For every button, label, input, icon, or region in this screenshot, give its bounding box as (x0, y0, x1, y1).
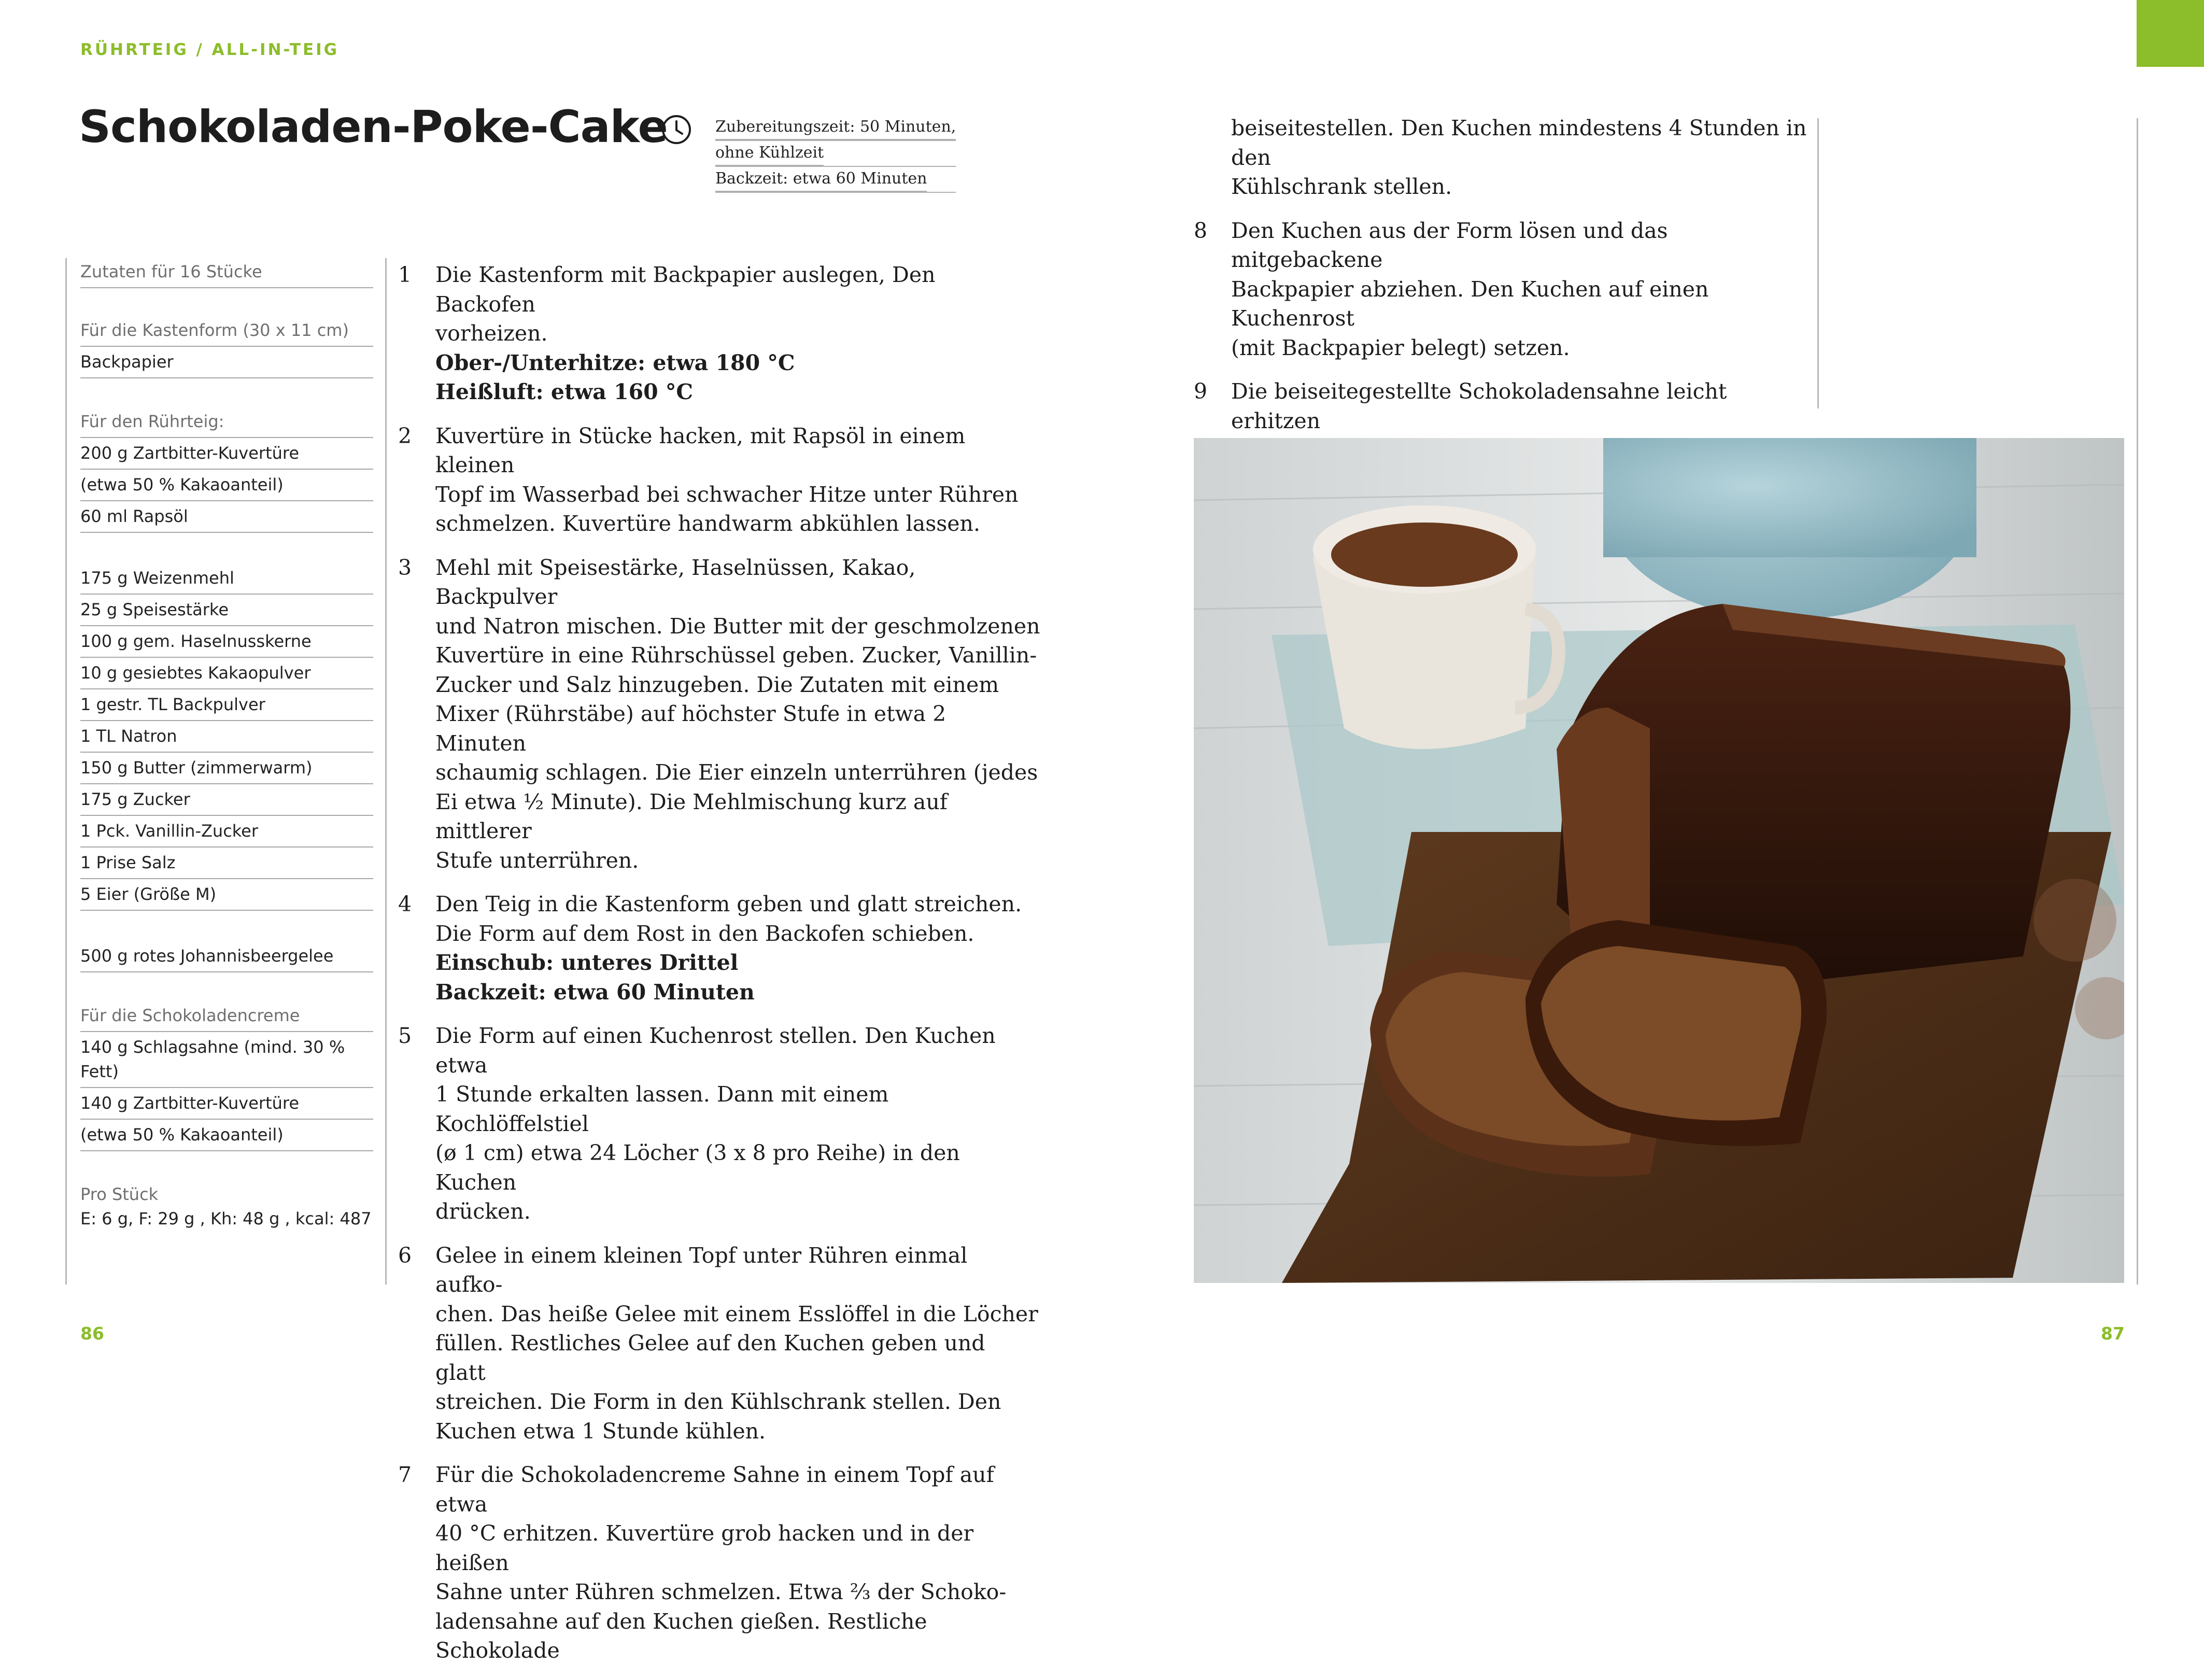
step-text-line: 40 °C erhitzen. Kuvertüre grob hacken und in der heißen (435, 1521, 974, 1575)
step-text-line: Backpapier abziehen. Den Kuchen auf einen Kuchenrost (1231, 276, 1709, 331)
step-text-line: Kühlschrank stellen. (1231, 174, 1452, 199)
recipe-step (1194, 216, 1816, 363)
step-text-line: Zucker und Salz hinzugeben. Die Zutaten mit einem (435, 672, 999, 697)
step-number: 9 (1194, 379, 1208, 404)
step-text-line: 1 Stunde erkalten lassen. Dann mit einem Kochlöffelstiel (435, 1082, 889, 1136)
step-text-line: ladensahne auf den Kuchen gießen. Restliche Schokolade (435, 1608, 927, 1663)
step-setting: Heißluft: etwa 160 °C (435, 379, 694, 404)
left-margin-rule (65, 258, 67, 1284)
ingredient-item: Backpapier (80, 347, 373, 378)
recipe-step (398, 553, 1041, 876)
step-text-line: Kuchen etwa 1 Stunde kühlen. (435, 1418, 766, 1444)
recipe-title: Schokoladen-Poke-Cake (79, 101, 668, 153)
step-text-line: Die Form auf einen Kuchenrost stellen. Den Kuchen etwa (435, 1023, 996, 1078)
steps-column-left (398, 260, 1041, 1680)
step-text-line: chen. Das heiße Gelee mit einem Esslöffel in die Löcher (435, 1301, 1038, 1326)
ingredient-item: 1 Prise Salz (80, 848, 373, 879)
ingredient-item: 140 g Zartbitter-Kuvertüre (80, 1088, 373, 1120)
ingredient-item: 5 Eier (Größe M) (80, 879, 373, 911)
ingredient-item: 500 g rotes Johannisbeergelee (80, 941, 373, 972)
cake-photo (1194, 438, 2124, 1283)
step-text-line: Die Kastenform mit Backpapier auslegen, Den Backofen (435, 262, 936, 317)
ingredient-item: (etwa 50 % Kakaoanteil) (80, 1120, 373, 1151)
ingredient-item: 1 Pck. Vanillin-Zucker (80, 816, 373, 848)
step-text-line: Den Teig in die Kastenform geben und glatt streichen. (435, 892, 1022, 916)
chapter-tab (2137, 0, 2204, 67)
step-text-line: Kuvertüre in eine Rührschüssel geben. Zucker, Vanillin- (435, 643, 1037, 668)
ingredient-item: 1 TL Natron (80, 721, 373, 753)
recipe-step (1194, 114, 1816, 202)
ingredient-list (80, 257, 373, 1234)
cream-heading: Für die Schokoladencreme (80, 1000, 373, 1032)
step-number: 5 (398, 1023, 412, 1048)
ingredient-item: 25 g Speisestärke (80, 595, 373, 626)
step-setting: Backzeit: etwa 60 Minuten (435, 979, 755, 1005)
step-text-line: Sahne unter Rühren schmelzen. Etwa ⅔ der Schoko- (435, 1579, 1007, 1604)
page-number-right: 87 (2101, 1323, 2125, 1344)
step-text-line: vorheizen. (435, 321, 548, 346)
ingredient-item: 150 g Butter (zimmerwarm) (80, 753, 373, 784)
step-text-line: streichen. Die Form in den Kühlschrank stellen. Den (435, 1389, 1001, 1414)
ingredient-item: 1 gestr. TL Backpulver (80, 689, 373, 721)
step-text-line: Mixer (Rührstäbe) auf höchster Stufe in etwa 2 Minuten (435, 701, 946, 756)
ingredient-item: 200 g Zartbitter-Kuvertüre (80, 438, 373, 470)
step-text-line: und Natron mischen. Die Butter mit der geschmolzenen (435, 613, 1040, 639)
step-text-line: Den Kuchen aus der Form lösen und das mitgebackene (1231, 218, 1668, 272)
recipe-step (398, 1021, 1041, 1226)
nutrition-heading: Pro Stück (80, 1184, 159, 1204)
step-text-line: Ei etwa ½ Minute). Die Mehlmischung kurz auf mittlerer (435, 789, 948, 843)
ingredient-item: 60 ml Rapsöl (80, 501, 373, 533)
step-number: 8 (1194, 218, 1208, 243)
step-setting: Einschub: unteres Drittel (435, 950, 739, 975)
step-number: 7 (398, 1462, 412, 1487)
step-text-line: Gelee in einem kleinen Topf unter Rühren einmal aufko- (435, 1243, 968, 1297)
step-text-line: Stufe unterrühren. (435, 848, 639, 873)
step-text-line: beiseitestellen. Den Kuchen mindestens 4 Stunden in den (1231, 116, 1807, 170)
page-number-left: 86 (80, 1323, 104, 1344)
nutrition-values: E: 6 g, F: 29 g , Kh: 48 g , kcal: 487 (80, 1209, 372, 1229)
recipe-step (398, 1241, 1041, 1446)
step-text-line: Die beiseitegestellte Schokoladensahne leicht erhitzen (1231, 379, 1727, 433)
prep-note: ohne Kühlzeit (715, 141, 824, 166)
ingredient-item: (etwa 50 % Kakaoanteil) (80, 470, 373, 501)
step-number: 2 (398, 423, 412, 448)
recipe-step (398, 890, 1041, 1007)
ingredient-item: 175 g Zucker (80, 784, 373, 816)
right-column-rule (1817, 118, 1819, 408)
step-text-line: (ø 1 cm) etwa 24 Löcher (3 x 8 pro Reihe) in den Kuchen (435, 1140, 960, 1195)
servings-heading: Zutaten für 16 Stücke (80, 257, 373, 288)
dough-heading: Für den Rührteig: (80, 406, 373, 438)
step-text-line: Für die Schokoladencreme Sahne in einem Topf auf etwa (435, 1462, 994, 1517)
recipe-step (398, 421, 1041, 539)
section-kicker: RÜHRTEIG / ALL-IN-TEIG (80, 40, 340, 59)
step-text-line: (mit Backpapier belegt) setzen. (1231, 335, 1570, 360)
bake-time: Backzeit: etwa 60 Minuten (715, 167, 927, 192)
ingredient-item: 175 g Weizenmehl (80, 563, 373, 595)
clock-icon (661, 114, 692, 145)
form-heading: Für die Kastenform (30 x 11 cm) (80, 315, 373, 347)
step-number: 6 (398, 1243, 412, 1268)
ingredient-column-rule (385, 258, 387, 1284)
step-number: 4 (398, 892, 412, 916)
step-text-line: Mehl mit Speisestärke, Haselnüssen, Kakao, Backpulver (435, 555, 916, 609)
step-number: 3 (398, 555, 412, 580)
prep-time: Zubereitungszeit: 50 Minuten, (715, 115, 956, 140)
ingredient-item: 100 g gem. Haselnusskerne (80, 626, 373, 658)
recipe-step (398, 260, 1041, 407)
step-text-line: Die Form auf dem Rost in den Backofen schieben. (435, 921, 974, 946)
step-text-line: drücken. (435, 1199, 531, 1224)
recipe-step (398, 1460, 1041, 1665)
right-margin-rule (2137, 118, 2138, 1284)
step-number: 1 (398, 262, 412, 287)
ingredient-item: 10 g gesiebtes Kakaopulver (80, 658, 373, 689)
step-setting: Ober-/Unterhitze: etwa 180 °C (435, 350, 795, 375)
time-info (715, 115, 956, 193)
step-text-line: Kuvertüre in Stücke hacken, mit Rapsöl in einem kleinen (435, 423, 966, 477)
step-text-line: schaumig schlagen. Die Eier einzeln unterrühren (jedes (435, 760, 1038, 785)
step-text-line: Topf im Wasserbad bei schwacher Hitze unter Rühren (435, 482, 1019, 507)
step-text-line: schmelzen. Kuvertüre handwarm abkühlen lassen. (435, 511, 980, 536)
step-text-line: füllen. Restliches Gelee auf den Kuchen geben und glatt (435, 1331, 985, 1385)
ingredient-item: 140 g Schlagsahne (mind. 30 % Fett) (80, 1032, 373, 1088)
